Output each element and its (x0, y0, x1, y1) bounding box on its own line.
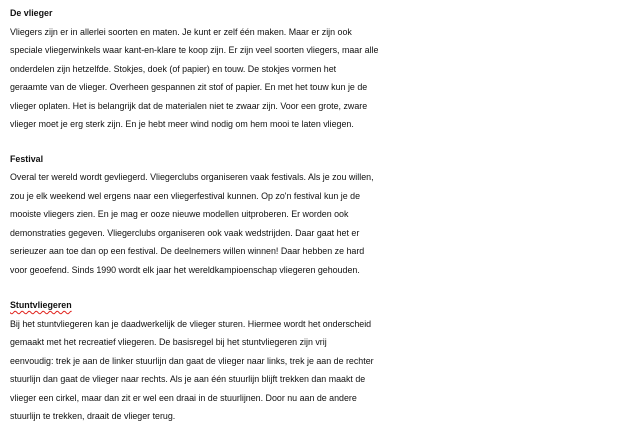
text-line: demonstraties gegeven. Vliegerclubs organiseren ook vaak wedstrijden. Daar gaat het er (10, 227, 360, 238)
section-de-vlieger (10, 4, 616, 134)
section-heading: De vlieger (10, 8, 53, 18)
paragraph-spacer (10, 279, 616, 296)
section-paragraph (10, 315, 616, 426)
section-festival (10, 150, 616, 280)
paragraph-spacer (10, 134, 616, 150)
document-page (10, 4, 616, 426)
section-heading: Festival (10, 153, 44, 164)
text-line: serieuzer aan toe dan op een festival. De deelnemers willen winnen! Daar hebben ze hard (10, 246, 365, 256)
text-line: eenvoudig: trek je aan de linker stuurlijn dan gaat de vlieger naar links, trek je aan de rechter (10, 355, 374, 366)
text-line: stuurlijn dan gaat de vlieger naar rechts. Als je aan één stuurlijn blijft trekken dan maakt de (10, 374, 366, 384)
text-line: zou je elk weekend wel ergens naar een vliegerfestival kunnen. Op zo'n festival kun je de (10, 190, 360, 201)
text-line: stuurlijn te trekken, draait de vlieger terug. (10, 411, 176, 421)
text-line: Vliegers zijn er in allerlei soorten en maten. Je kunt er zelf één maken. Maar er zijn ook (10, 26, 352, 37)
section-heading (10, 296, 616, 315)
text-line: gemaakt met het recreatief vliegeren. De basisregel bij het stuntvliegeren zijn vrij (10, 337, 327, 347)
text-line: speciale vliegerwinkels waar kant-en-klare te koop zijn. Er zijn veel soorten vliegers, maar alle (10, 45, 379, 55)
text-line: mooiste vliegers zien. En je mag er ooze nieuwe modellen uitproberen. Er worden ook (10, 209, 349, 219)
text-line: geraamte van de vlieger. Overheen gespannen zit stof of papier. En met het touw kun je de (10, 82, 368, 92)
section-paragraph (10, 23, 616, 134)
section-stuntvliegeren (10, 296, 616, 426)
text-line: vlieger een cirkel, maar dan zit er wel een draai in de stuurlijnen. Door nu aan de andere (10, 392, 357, 403)
text-line: vlieger moet je erg sterk zijn. En je hebt meer wind nodig om hem mooi te laten vliegen. (10, 119, 354, 129)
text-line: vlieger oplaten. Het is belangrijk dat de materialen niet te zwaar zijn. Voor een grote, zware (10, 100, 368, 111)
spellcheck-underlined-word[interactable]: Stuntvliegeren (10, 300, 72, 310)
text-line: Bij het stuntvliegeren kan je daadwerkelijk de vlieger sturen. Hiermee wordt het onderscheid (10, 318, 372, 329)
section-paragraph (10, 168, 616, 279)
text-line: Overal ter wereld wordt gevliegerd. Vliegerclubs organiseren vaak festivals. Als je zou willen, (10, 172, 374, 182)
text-line: voor geoefend. Sinds 1990 wordt elk jaar het wereldkampioenschap vliegeren gehouden. (10, 264, 360, 275)
text-line: onderdelen zijn hetzelfde. Stokjes, doek (of papier) en touw. De stokjes vormen het (10, 63, 337, 74)
